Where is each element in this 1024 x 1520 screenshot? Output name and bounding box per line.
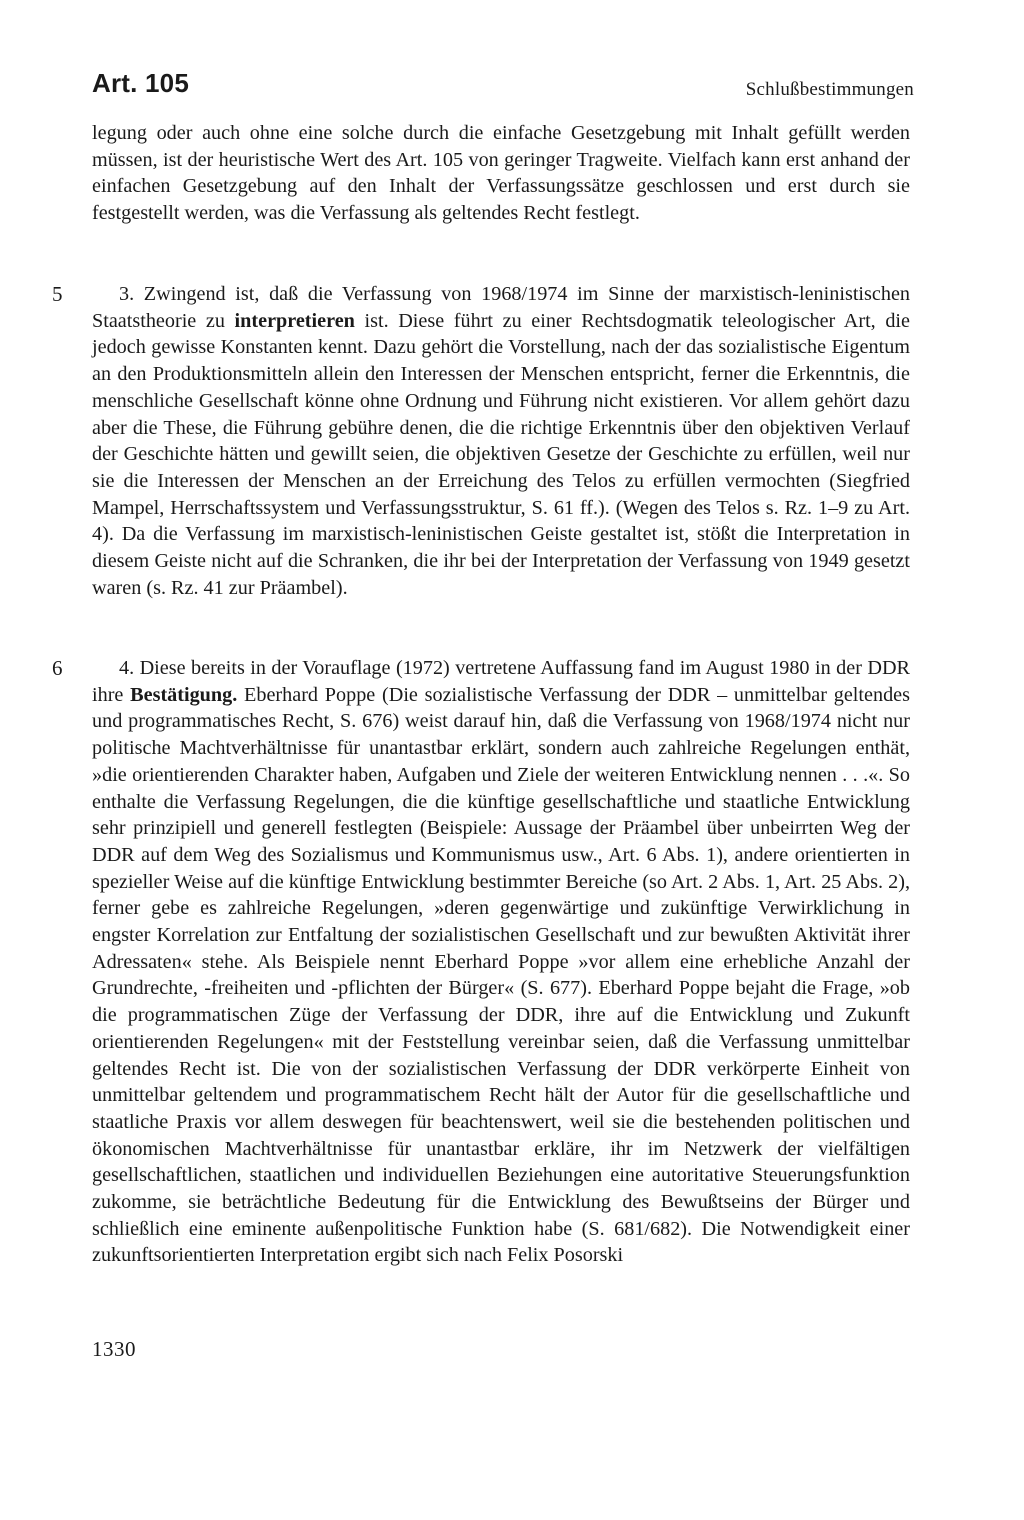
paragraph-text: 4. Diese bereits in der Vorauflage (1972) vertretene Auffassung fand im August 1980 in der DDR ihre Bestätigung. Eberhard Poppe (Die sozialistische Verfassung der DDR – unmittelbar geltendes und programmatisches Recht, S. 676) weist darauf hin, daß die Verfassung von 1968/1974 nicht nur politische Machtverhältnisse für unantastbar erklärt, sondern auch zahlreiche Regelungen enthät, »die orientierenden Charakter haben, Aufgaben und Ziele der weiteren Entwicklung nennen . . .«. So enthalte die Verfassung Regelungen, die die künftige gesellschaftliche und staatliche Entwicklung sehr prinzipiell und generell festlegten (Beispiele: Aussage der Präambel über unbeirrten Weg der DDR auf dem Weg des Sozialismus und Kommunismus usw., Art. 6 Abs. 1), andere orientierten in spezieller Weise auf die künftige Entwicklung bestimmter Bereiche (so Art. 2 Abs. 1, Art. 25 Abs. 2), ferner gebe es zahlreiche Regelungen, »deren gegenwärtige und zukünftige Verwirklichung in engster Korrelation zur Entfaltung der sozialistischen Gesellschaft und zur bewußten Aktivität ihrer Adressaten« stehe. Als Beispiele nennt Eberhard Poppe »vor allem eine erhebliche Anzahl der Grundrechte, -freiheiten und -pflichten der Bürger« (S. 677). Eberhard Poppe bejaht die Frage, »ob die programmatischen Züge der Verfassung der DDR, ihre auf die Entwicklung und Zukunft orientierenden Regelungen« mit der Feststellung vereinbar seien, daß die Verfassung unmittelbar geltendes Recht ist. Die von der sozialistischen Verfassung der DDR verkörperte Einheit von unmittelbar geltendem und programmatischem Recht hält der Autor für die gesellschaftliche und staatliche Praxis vor allem deswegen für beachtenswert, weil sie die bestehenden politischen und ökonomischen Machtverhältnisse für unantastbar erkläre, ihr im Netzwerk der vielfältigen gesellschaftlichen, staatlichen und individuellen Beziehungen eine autoritative Steuerungsfunktion zukomme, sie beträchtliche Bedeutung für die Entwicklung des Bewußtseins der Bürger und schließlich eine eminente außenpolitische Funktion habe (S. 681/682). Die Notwendigkeit einer zukunftsorientierten Interpretation ergibt sich nach Felix Posorski [92, 657, 910, 1267]
emphasis-interpretieren: interpretieren [234, 309, 355, 332]
emphasis-bestaetigung: Bestätigung. [130, 683, 238, 706]
paragraph-text: legung oder auch ohne eine solche durch die einfache Gesetzgebung mit Inhalt gefüllt werden müssen, ist der heuristische Wert des Art. 105 von geringer Tragweite. Vielfach kann erst anhand der einfachen Gesetzgebung auf den Inhalt der Verfassungssätze geschlossen und erst durch sie festgestellt werden, was die Verfassung als geltendes Recht festlegt. [92, 122, 910, 225]
paragraph-rz5 [92, 281, 910, 601]
paragraph-text: 3. Zwingend ist, daß die Verfassung von 1968/1974 im Sinne der marxistisch-leninistischen Staatstheorie zu interpretieren ist. Diese führt zu einer Rechtsdogmatik teleologischer Art, die jedoch gewisse Konstanten kennt. Dazu gehört die Vorstellung, nach der das sozialistische Eigentum an den Produktionsmitteln allein den Interessen der Menschen entspricht, ferner die Erkenntnis, die menschliche Gesellschaft könne ohne Ordnung und Führung nicht existieren. Vor allem gehört dazu aber die These, die Führung gebühre denen, die die richtige Erkenntnis über den objektiven Verlauf der Geschichte hätten und gewillt seien, die objektiven Gesetze der Geschichte zu erfüllen, weil nur sie die Interessen der Menschen an der Erreichung des Telos zu erfüllen vermochten (Siegfried Mampel, Herrschaftssystem und Verfassungsstruktur, S. 61 ff.). (Wegen des Telos s. Rz. 1–9 zu Art. 4). Da die Verfassung im marxistisch-leninistischen Geiste gestaltet ist, stößt die Interpretation in diesem Geiste nicht auf die Schranken, die ihr bei der Interpretation der Verfassung von 1949 gesetzt waren (s. Rz. 41 zur Präambel). [92, 283, 910, 599]
paragraph-continuation [92, 120, 910, 227]
margin-number-5: 5 [52, 282, 63, 306]
margin-number-6: 6 [52, 656, 63, 680]
running-header-article: Art. 105 [92, 68, 189, 98]
paragraph-rz6 [92, 655, 910, 1269]
page-number: 1330 [92, 1337, 136, 1361]
running-header-section: Schlußbestimmungen [745, 79, 914, 100]
